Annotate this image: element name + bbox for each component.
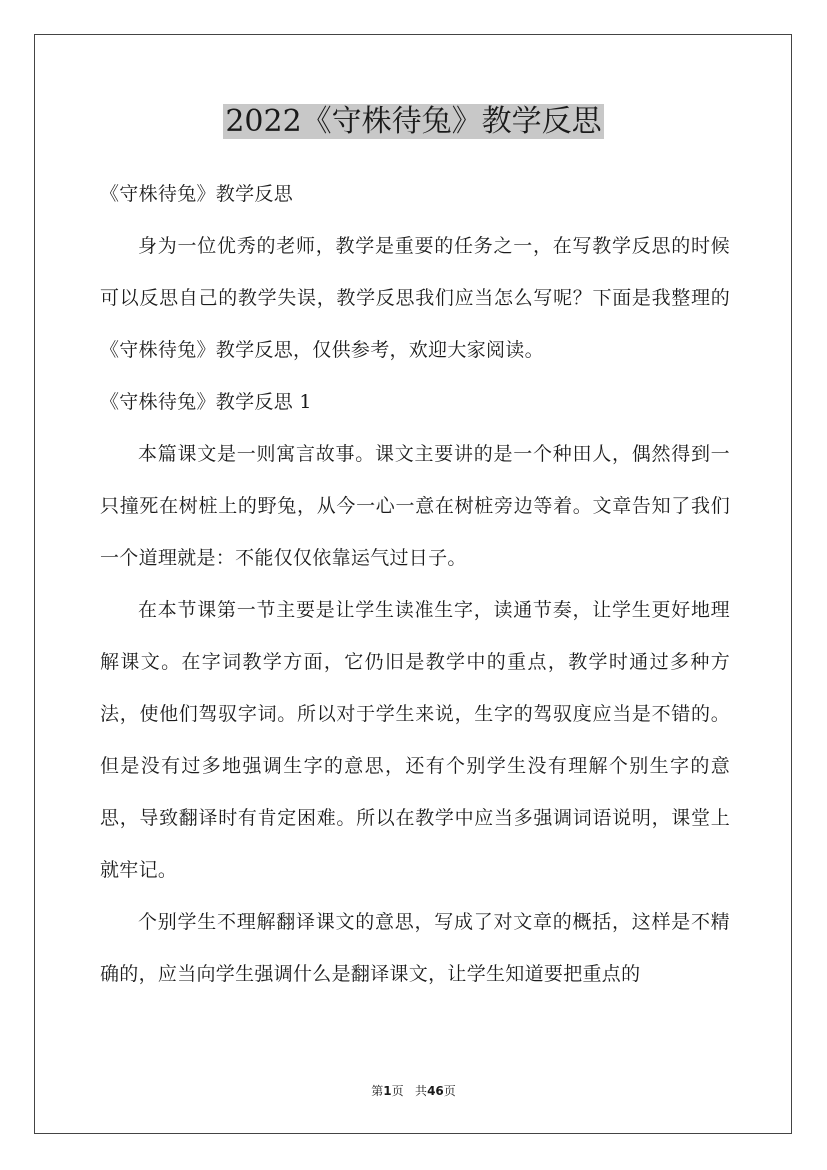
paragraph-heading: 《守株待兔》教学反思 [100, 183, 294, 205]
page-number: 1 [383, 1084, 392, 1098]
paragraph-intro: 身为一位优秀的老师，教学是重要的任务之一，在写教学反思的时候可以反思自己的教学失误，教学反思我们应当怎么写呢？下面是我整理的《守株待兔》教学反思，仅供参考，欢迎大家阅读。 [100, 235, 730, 361]
document-body [100, 168, 730, 1000]
total-suffix: 页 [443, 1084, 456, 1098]
page-prefix: 第 [371, 1084, 384, 1098]
document-title [0, 100, 827, 144]
paragraph-story-summary: 本篇课文是一则寓言故事。课文主要讲的是一个种田人，偶然得到一只撞死在树桩上的野兔，从今一心一意在树桩旁边等着。文章告知了我们一个道理就是：不能仅仅依靠运气过日子。 [100, 443, 730, 569]
page-footer [0, 1082, 827, 1100]
paragraph-vocabulary: 在本节课第一节主要是让学生读准生字，读通节奏，让学生更好地理解课文。在字词教学方面，它仍旧是教学中的重点，教学时通过多种方法，使他们驾驭字词。所以对于学生来说，生字的驾驭度应当是不错的。但是没有过多地强调生字的意思，还有个别学生没有理解个别生字的意思，导致翻译时有肯定困难。所以在教学中应当多强调词语说明，课堂上就牢记。 [100, 599, 730, 881]
total-prefix: 共 [415, 1084, 428, 1098]
paragraph-translation: 个别学生不理解翻译课文的意思，写成了对文章的概括，这样是不精确的，应当向学生强调什么是翻译课文，让学生知道要把重点的 [100, 911, 730, 985]
paragraph-section-heading: 《守株待兔》教学反思 1 [100, 391, 312, 413]
document-title-text: 2022《守株待兔》教学反思 [225, 104, 602, 139]
total-pages: 46 [427, 1084, 444, 1098]
page-suffix: 页 [391, 1084, 404, 1098]
